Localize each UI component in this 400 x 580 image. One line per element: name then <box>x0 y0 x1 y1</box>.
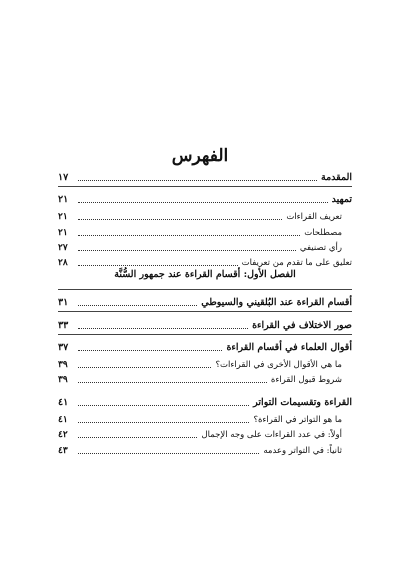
toc-page-number: ٤٣ <box>58 446 68 456</box>
toc-entry[interactable] <box>58 318 352 332</box>
toc-leader-dots <box>78 349 222 351</box>
chapter-heading: الفصل الأول: أقسام القراءة عند جمهور السُّنَّة <box>114 269 296 280</box>
toc-entry[interactable] <box>58 225 342 239</box>
toc-leader-dots <box>78 264 238 266</box>
toc-page-number: ٢١ <box>58 228 68 238</box>
toc-entry[interactable] <box>58 412 342 426</box>
toc-entry[interactable] <box>58 427 342 441</box>
divider <box>58 186 352 187</box>
toc-page-number: ٢١ <box>58 194 69 205</box>
toc-leader-dots <box>78 179 317 181</box>
toc-page-number: ٣١ <box>58 297 69 308</box>
toc-entry[interactable] <box>58 443 342 457</box>
toc-page-number: ٤١ <box>58 415 68 425</box>
toc-entry-label: ثانياً: في التواتر وعدمه <box>263 446 342 456</box>
toc-page-number: ٢٧ <box>58 243 68 253</box>
divider <box>58 311 352 312</box>
toc-page-number: ١٧ <box>58 172 69 183</box>
toc-entry-label: القراءة وتقسيمات التواتر <box>253 397 352 408</box>
toc-leader-dots <box>78 218 282 220</box>
toc-entry-label: تعليق على ما تقدم من تعريفات <box>241 258 352 268</box>
toc-entry-label: ما هو التواتر في القراءة؟ <box>253 415 342 425</box>
toc-entry-label: أقوال العلماء في أقسام القراءة <box>226 342 352 353</box>
toc-leader-dots <box>78 366 211 368</box>
toc-page-number: ٣٩ <box>58 375 68 385</box>
toc-leader-dots <box>78 452 259 454</box>
toc-entry[interactable] <box>58 240 342 254</box>
toc-page-number: ٢٨ <box>58 258 68 268</box>
toc-entry-label: شروط قبول القراءة <box>270 375 342 385</box>
toc-entry[interactable] <box>58 340 352 354</box>
toc-leader-dots <box>78 436 197 438</box>
toc-entry-label: ما هي الأقوال الأخرى في القراءات؟ <box>215 360 342 370</box>
toc-entry-label: مصطلحات <box>304 228 342 238</box>
toc-page-number: ٣٧ <box>58 342 69 353</box>
toc-entry[interactable] <box>58 357 342 371</box>
toc-page-number: ٤٢ <box>58 430 68 440</box>
toc-page-number: ٣٣ <box>58 320 69 331</box>
toc-entry-label: أولاً: في عدد القراءات على وجه الإجمال <box>201 430 342 440</box>
toc-leader-dots <box>78 327 248 329</box>
toc-entry[interactable] <box>58 209 342 223</box>
toc-leader-dots <box>78 234 300 236</box>
toc-leader-dots <box>78 201 328 203</box>
toc-page-number: ٣٩ <box>58 360 68 370</box>
divider <box>58 289 352 290</box>
toc-leader-dots <box>78 404 249 406</box>
toc-leader-dots <box>78 421 249 423</box>
toc-page-number: ٤١ <box>58 397 69 408</box>
toc-leader-dots <box>78 381 267 383</box>
toc-entry-label: تعريف القراءات <box>286 212 342 222</box>
toc-entry[interactable] <box>58 255 352 269</box>
toc-entry[interactable] <box>58 372 342 386</box>
toc-entry[interactable] <box>58 170 352 184</box>
toc-entry-label: رأي تصنيفي <box>299 243 342 253</box>
toc-entry-label: تمهيد <box>331 194 352 205</box>
toc-entry[interactable] <box>58 295 352 309</box>
toc-entry[interactable] <box>58 192 352 206</box>
page-title: الفهرس <box>171 146 229 166</box>
toc-page-number: ٢١ <box>58 212 68 222</box>
toc-entry[interactable] <box>58 395 352 409</box>
divider <box>58 334 352 335</box>
toc-entry-label: المقدمة <box>320 172 352 183</box>
toc-leader-dots <box>78 304 197 306</box>
toc-entry-label: أقسام القراءة عند البُلقيني والسيوطي <box>201 297 352 308</box>
toc-leader-dots <box>78 249 296 251</box>
toc-entry-label: صور الاختلاف في القراءة <box>252 320 352 331</box>
